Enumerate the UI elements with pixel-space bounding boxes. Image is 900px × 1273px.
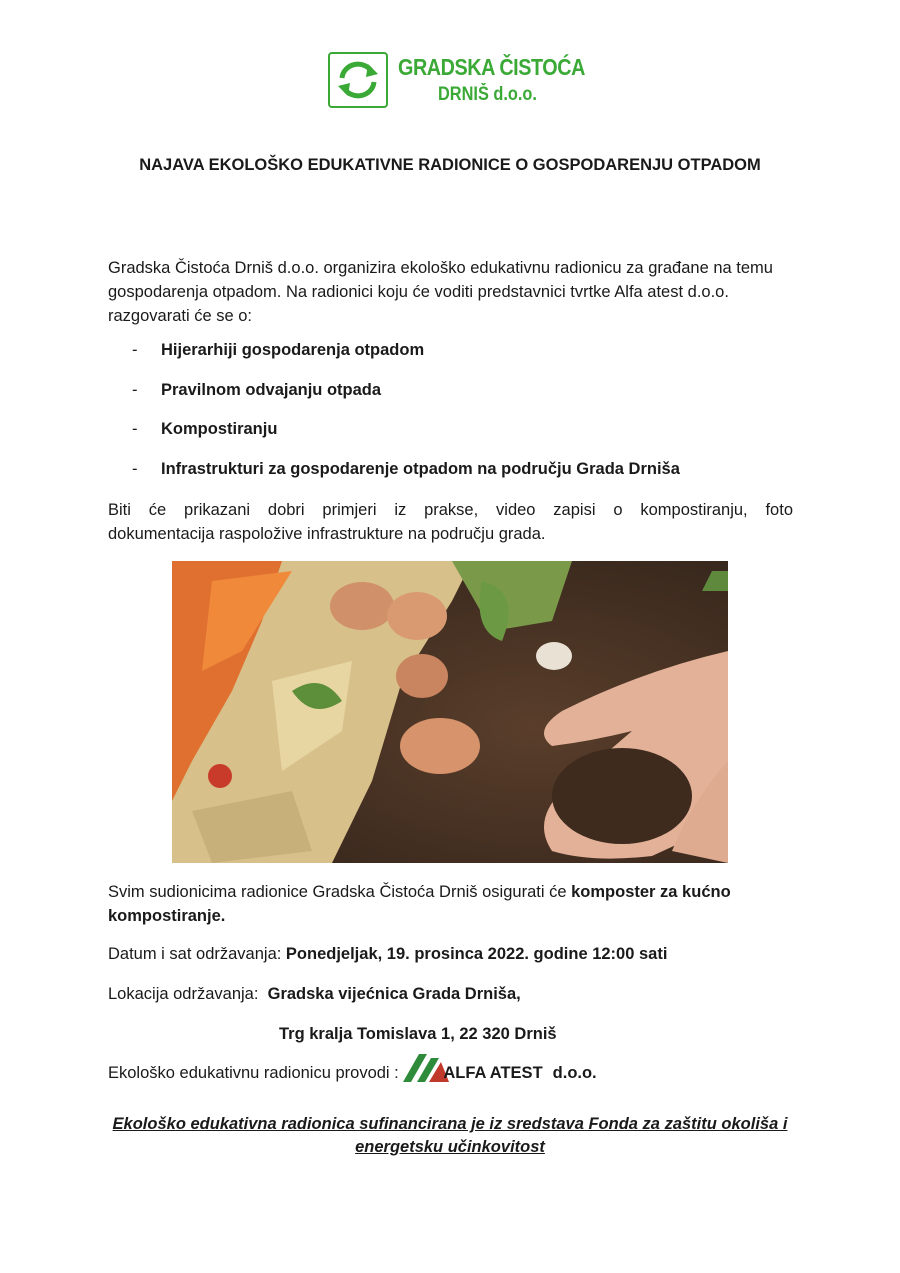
list-item-text: Infrastrukturi za gospodarenje otpadom na području Grada Drniša — [161, 459, 680, 478]
location-address: Trg kralja Tomislava 1, 22 320 Drniš — [279, 1025, 557, 1043]
list-item — [108, 381, 792, 421]
list-item-text: Hijerarhiji gospodarenja otpadom — [161, 341, 425, 359]
recycle-arrows-icon — [328, 52, 388, 108]
composter-bold-text-2: kompostiranje. — [108, 907, 226, 925]
list-dash: - — [132, 341, 138, 359]
date-value: Ponedjeljak, 19. prosinca 2022. godine 12:00 sati — [285, 945, 668, 963]
alfa-atest-name: ALFA ATEST — [443, 1064, 543, 1083]
topic-list — [108, 341, 792, 499]
list-item-text: Kompostiranju — [161, 420, 278, 438]
logo-company-name: GRADSKA ČISTOĆA — [398, 54, 585, 80]
date-line — [108, 945, 667, 964]
logo-company-location: DRNIŠ d.o.o. — [438, 84, 537, 105]
page-title: NAJAVA EKOLOŠKO EDUKATIVNE RADIONICE O GOSPODARENJU OTPADOM — [139, 156, 761, 174]
alfa-atest-logo — [403, 1064, 596, 1083]
composter-bold-text: komposter za kućno — [571, 883, 731, 901]
provider-label: Ekološko edukativnu radionicu provodi : — [108, 1064, 404, 1082]
list-dash: - — [132, 459, 138, 478]
list-item — [108, 460, 792, 500]
intro-paragraph: Gradska Čistoća Drniš d.o.o. organizira ekološko edukativnu radionicu za građane na temu gospodarenja otpadom. Na radionici koju će voditi predstavnici tvrtke Alfa atest d.o.o. razgovarati će se o: — [108, 259, 773, 325]
location-label: Lokacija održavanja: — [108, 985, 268, 1003]
location-value: Gradska vijećnica Grada Drniša, — [267, 985, 521, 1003]
list-dash: - — [132, 380, 138, 399]
date-label: Datum i sat održavanja: — [108, 945, 286, 963]
list-item — [108, 420, 792, 460]
examples-line-2: dokumentacija raspoložive infrastrukture na području grada. — [108, 525, 546, 543]
composter-text: Svim sudionicima radionice Gradska Čistoća Drniš osigurati će — [108, 883, 572, 901]
list-item — [108, 341, 792, 381]
list-dash: - — [132, 420, 138, 438]
company-logo — [328, 52, 615, 108]
funding-note: Ekološko edukativna radionica sufinancirana je iz sredstava Fonda za zaštitu okoliša i energetsku učinkovitost — [112, 1115, 788, 1156]
alfa-atest-suffix: d.o.o. — [552, 1064, 597, 1083]
provider-line — [108, 1064, 597, 1083]
compost-photo — [172, 561, 728, 863]
list-item-text: Pravilnom odvajanju otpada — [161, 380, 382, 399]
examples-line-1: Biti će prikazani dobri primjeri iz prakse, video zapisi o kompostiranju, foto — [108, 501, 793, 519]
composter-paragraph — [108, 880, 793, 928]
location-line — [108, 985, 521, 1004]
